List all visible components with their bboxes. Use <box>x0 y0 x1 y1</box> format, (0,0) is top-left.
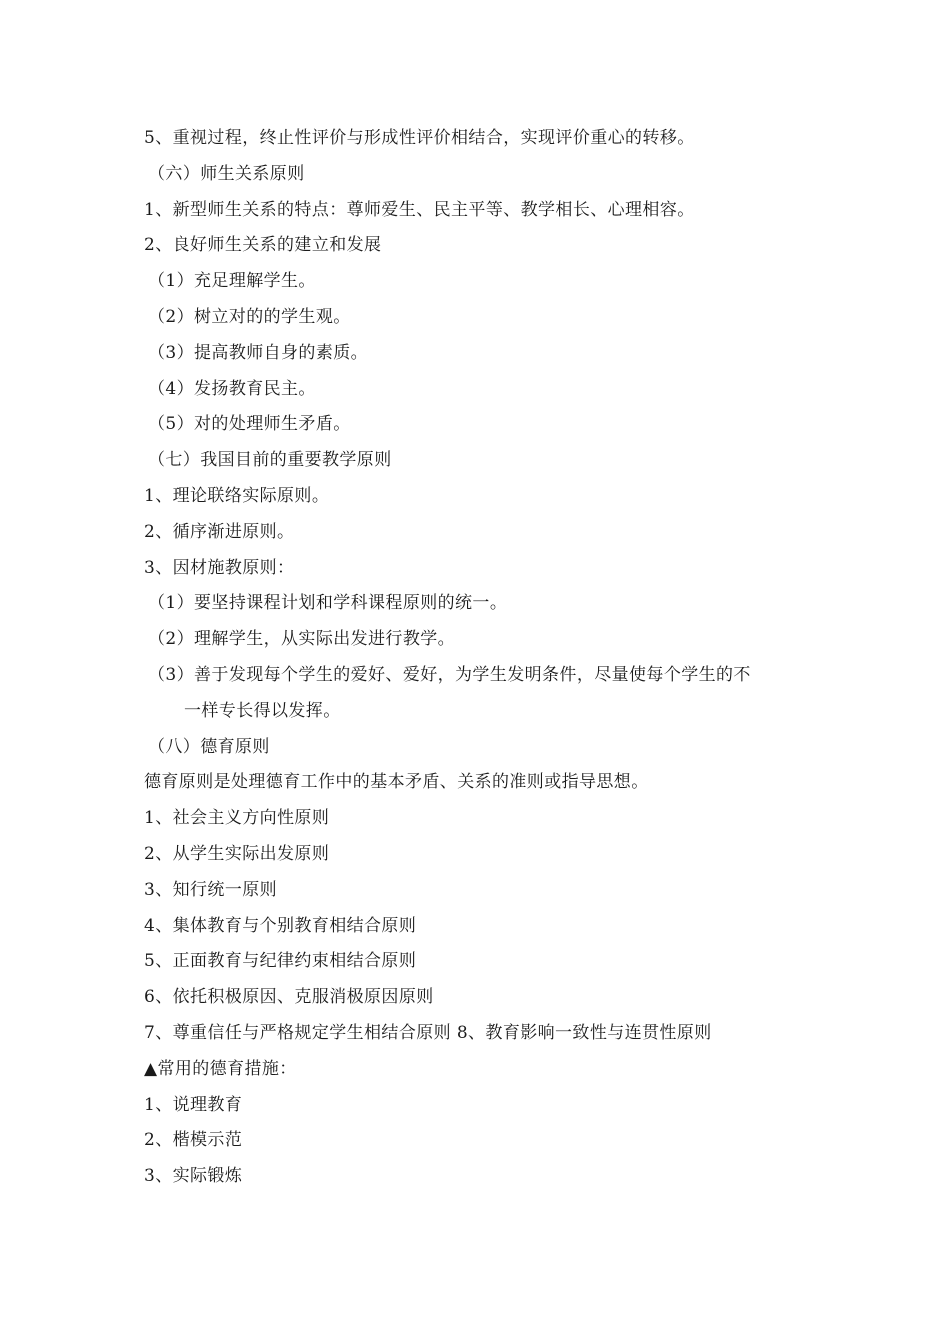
text-line: 3、实际锻炼 <box>144 1166 243 1187</box>
section-heading-seven: （七）我国目前的重要教学原则 <box>148 450 392 471</box>
text-line: 5、重视过程，终止性评价与形成性评价相结合，实现评价重心的转移。 <box>144 128 695 148</box>
sub-item: （3）善于发现每个学生的爱好、爱好，为学生发明条件，尽量使每个学生的不 <box>148 664 751 685</box>
text-line: 5、正面教育与纪律约束相结合原则 <box>144 951 417 972</box>
text-line: 3、因材施教原则： <box>144 557 295 578</box>
triangle-heading: ▲常用的德育措施： <box>144 1058 297 1079</box>
text-line: 1、说理教育 <box>144 1094 243 1115</box>
sub-item: （1）要坚持课程计划和学科课程原则的统一。 <box>148 593 508 614</box>
text-line: 2、楷模示范 <box>144 1130 243 1151</box>
document-body <box>144 121 824 1195</box>
text-line: 3、知行统一原则 <box>144 879 278 900</box>
text-line: 7、尊重信任与严格规定学生相结合原则 8、教育影响一致性与连贯性原则 <box>144 1022 712 1043</box>
section-heading-eight: （八）德育原则 <box>148 736 270 757</box>
sub-item: （2）树立对的的学生观。 <box>148 306 351 327</box>
text-line: 2、良好师生关系的建立和发展 <box>144 235 382 256</box>
text-line: 1、理论联络实际原则。 <box>144 485 330 506</box>
sub-item: （4）发扬教育民主。 <box>148 378 316 399</box>
text-line: 2、循序渐进原则。 <box>144 521 295 542</box>
sub-item: （2）理解学生，从实际出发进行教学。 <box>148 629 456 650</box>
text-line: 2、从学生实际出发原则 <box>144 843 330 864</box>
text-line: 1、社会主义方向性原则 <box>144 808 330 829</box>
text-line: 1、新型师生关系的特点：尊师爱生、民主平等、教学相长、心理相容。 <box>144 199 695 220</box>
section-heading-six: （六）师生关系原则 <box>148 163 305 184</box>
sub-item-continuation: 一样专长得以发挥。 <box>184 700 341 721</box>
sub-item: （3）提高教师自身的素质。 <box>148 342 369 363</box>
text-line: 6、依托积极原因、克服消极原因原则 <box>144 987 434 1008</box>
sub-item: （5）对的处理师生矛盾。 <box>148 414 351 435</box>
paragraph: 德育原则是处理德育工作中的基本矛盾、关系的准则或指导思想。 <box>144 772 649 793</box>
text-line: 4、集体教育与个别教育相结合原则 <box>144 915 417 936</box>
sub-item: （1）充足理解学生。 <box>148 271 316 292</box>
